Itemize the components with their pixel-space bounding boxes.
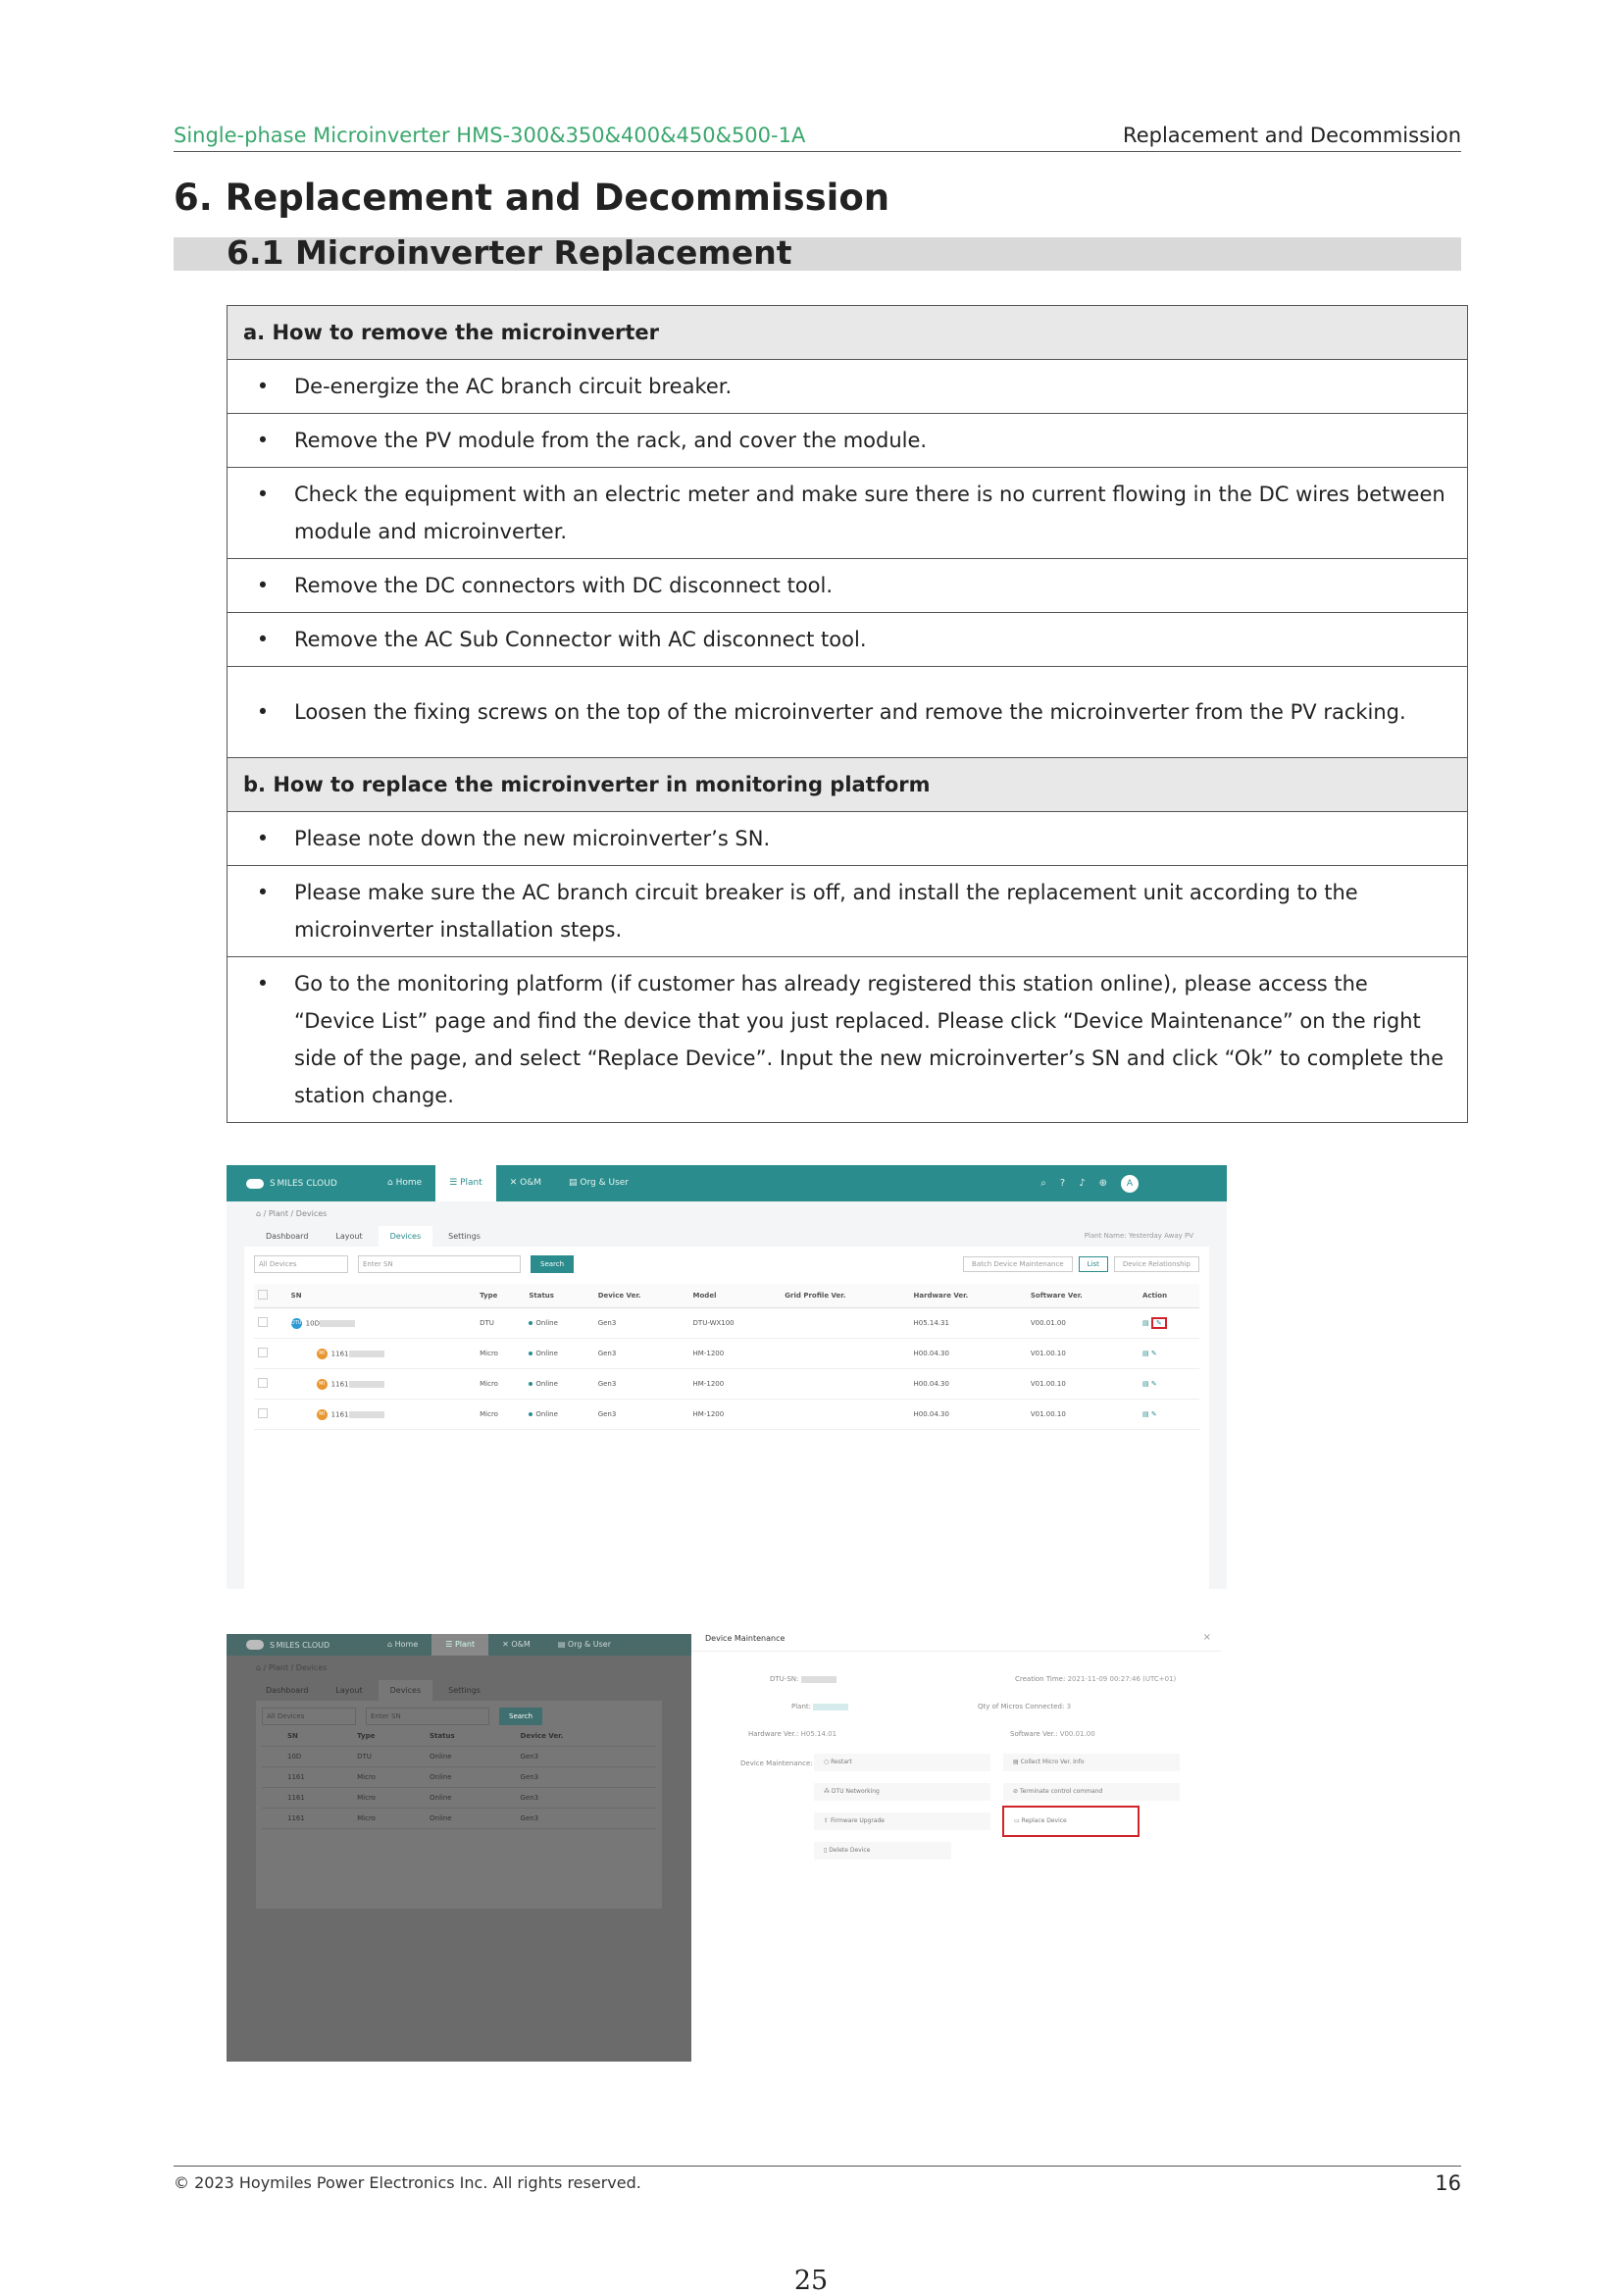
replace-device-option[interactable]: ▭ Replace Device [1002, 1806, 1140, 1837]
header-rule [174, 151, 1461, 152]
page-number: 16 [1435, 2171, 1461, 2195]
maintenance-wrench-icon[interactable]: ✎ [1150, 1410, 1157, 1418]
search-icon[interactable]: ⌕ [1040, 1178, 1046, 1189]
plant-name: Plant Name: Yesterday Away PV [1084, 1232, 1193, 1240]
online-dot-icon [529, 1412, 532, 1416]
redacted-sn [801, 1676, 836, 1683]
nav-org-user[interactable]: ▤ Org & User [569, 1178, 630, 1188]
replace-icon: ▭ [1014, 1817, 1022, 1824]
list-item: • Please note down the new microinverter’s SN. [228, 811, 1467, 865]
online-dot-icon [529, 1321, 532, 1325]
column-header: Type [476, 1284, 525, 1308]
search-button: Search [499, 1708, 542, 1725]
bell-icon[interactable]: ♪ [1079, 1178, 1086, 1189]
bullet: • [256, 483, 270, 506]
column-header: Action [1139, 1284, 1199, 1308]
footer-rule [174, 2166, 1461, 2167]
cloud-icon [246, 1179, 264, 1189]
row-checkbox[interactable] [258, 1378, 268, 1388]
column-header: Grid Profile Ver. [781, 1284, 909, 1308]
column-header: Status [525, 1284, 593, 1308]
table-row: 1161 Micro Online Gen3 [262, 1788, 656, 1809]
top-nav [227, 1165, 1227, 1201]
tab-settings[interactable]: Settings [448, 1232, 481, 1241]
plant-tabs [227, 1226, 1227, 1247]
nav-home[interactable]: ⌂ Home [387, 1178, 423, 1188]
modal-title: Device Maintenance [691, 1626, 1221, 1652]
table-header-row: SN Type Status Device Ver. [262, 1726, 656, 1747]
copyright: © 2023 Hoymiles Power Electronics Inc. All rights reserved. [174, 2173, 641, 2192]
maintenance-label: Device Maintenance: [740, 1760, 813, 1767]
redacted-sn [349, 1351, 384, 1357]
bullet: • [256, 574, 270, 597]
row-checkbox[interactable] [258, 1348, 268, 1357]
firmware-upgrade-option[interactable]: ⇧ Firmware Upgrade [814, 1812, 990, 1830]
maintenance-wrench-icon[interactable]: ✎ [1150, 1380, 1157, 1388]
device-list-screenshot [227, 1165, 1227, 1589]
filter-bar [262, 1707, 656, 1726]
creation-row: Creation Time: 2021-11-09 00:27:46 (UTC+01) [1015, 1675, 1177, 1683]
relationship-view-button[interactable]: Device Relationship [1114, 1256, 1199, 1272]
upgrade-icon: ⇧ [824, 1817, 831, 1824]
chapter-title: 6. Replacement and Decommission [174, 177, 890, 219]
column-header: SN [287, 1284, 476, 1308]
bullet: • [256, 429, 270, 452]
batch-maintenance-button[interactable]: Batch Device Maintenance [963, 1256, 1073, 1272]
list-item: • De-energize the AC branch circuit breaker. [228, 359, 1467, 413]
row-checkbox[interactable] [258, 1317, 268, 1327]
dtu-sn-row: DTU-SN: [770, 1675, 836, 1683]
view-buttons [963, 1256, 1199, 1272]
column-header: Device Ver. [594, 1284, 689, 1308]
steps-table [227, 305, 1468, 1123]
tab-devices: Devices [379, 1680, 433, 1701]
select-all-checkbox[interactable] [258, 1290, 268, 1300]
brand-logo: S MILES CLOUD [246, 1640, 374, 1650]
redacted-sn [349, 1381, 384, 1388]
table-heading-remove: a. How to remove the microinverter [228, 306, 1467, 359]
help-icon[interactable]: ? [1059, 1178, 1066, 1189]
section-title: 6.1 Microinverter Replacement [227, 233, 792, 272]
column-header [254, 1284, 287, 1308]
tab-layout[interactable]: Layout [335, 1232, 363, 1241]
dimmed-device-table [262, 1726, 656, 1829]
tab-devices[interactable]: Devices [379, 1226, 433, 1247]
online-dot-icon [529, 1352, 532, 1355]
delete-device-option[interactable]: ▯ Delete Device [814, 1842, 951, 1860]
network-icon: ⁂ [824, 1788, 832, 1795]
redacted-plant [813, 1704, 848, 1710]
online-dot-icon [529, 1382, 532, 1386]
table-row: 1161 Micro Online Gen3 [262, 1767, 656, 1788]
dimmed-panel [256, 1701, 662, 1909]
table-header-row [254, 1284, 1199, 1308]
dtu-badge-icon: DTU [291, 1318, 302, 1329]
table-heading-replace: b. How to replace the microinverter in monitoring platform [228, 757, 1467, 811]
restart-icon: ○ [824, 1759, 832, 1765]
redacted-sn [349, 1411, 384, 1418]
details-icon[interactable]: ▤ [1141, 1319, 1149, 1327]
device-maintenance-modal [691, 1626, 1221, 1881]
column-header: Model [689, 1284, 782, 1308]
collect-micro-info-option[interactable]: ▤ Collect Micro Ver. Info [1003, 1754, 1180, 1771]
nav-plant: ☰ Plant [431, 1634, 488, 1656]
list-item: • Remove the DC connectors with DC disconnect tool. [228, 558, 1467, 612]
trash-icon: ▯ [824, 1847, 830, 1854]
close-icon[interactable]: × [1202, 1632, 1211, 1643]
table-row[interactable]: MI 1161 Micro Online Gen3 HM-1200 H00.04.30 V01.00.10 ▤ ✎ [254, 1369, 1199, 1400]
list-view-button[interactable]: List [1079, 1256, 1108, 1272]
column-header: Software Ver. [1027, 1284, 1139, 1308]
software-row: Software Ver.: V00.01.00 [1010, 1730, 1095, 1738]
bullet: • [256, 827, 270, 850]
column-header: Hardware Ver. [910, 1284, 1027, 1308]
qty-row: Qty of Micros Connected: 3 [978, 1703, 1072, 1710]
brand-logo: S MILES CLOUD [246, 1179, 374, 1189]
globe-icon[interactable]: ⊕ [1098, 1178, 1107, 1189]
breadcrumb: ⌂ / Plant / Devices [256, 1209, 328, 1218]
list-item: • Loosen the fixing screws on the top of the microinverter and remove the microinverter from the PV racking. [228, 666, 1467, 757]
hardware-row: Hardware Ver.: H05.14.01 [748, 1730, 837, 1738]
tab-settings: Settings [448, 1686, 481, 1695]
table-row: 1161 Micro Online Gen3 [262, 1809, 656, 1829]
redacted-sn [320, 1320, 355, 1327]
table-row: 10D DTU Online Gen3 [262, 1747, 656, 1767]
table-row[interactable]: DTU 10D DTU Online Gen3 DTU-WX100 H05.14.31 V00.01.00 ▤ ✎ [254, 1308, 1199, 1339]
bullet: • [256, 881, 270, 904]
sn-search-input[interactable]: Enter SN [358, 1255, 521, 1273]
avatar[interactable]: A [1121, 1175, 1139, 1193]
search-button[interactable]: Search [531, 1255, 574, 1273]
maintenance-wrench-icon[interactable]: ✎ [1151, 1317, 1167, 1329]
maintenance-wrench-icon[interactable]: ✎ [1150, 1350, 1157, 1357]
details-icon[interactable]: ▤ [1141, 1380, 1149, 1388]
micro-badge-icon: MI [317, 1409, 328, 1420]
bullet: • [256, 700, 270, 724]
top-nav-icons [1040, 1165, 1139, 1201]
top-nav [227, 1634, 691, 1656]
page-header-right: Replacement and Decommission [1123, 124, 1461, 147]
breadcrumb: ⌂ / Plant / Devices [256, 1663, 328, 1672]
tab-dashboard[interactable]: Dashboard [266, 1232, 309, 1241]
micro-badge-icon: MI [317, 1379, 328, 1390]
bullet: • [256, 628, 270, 651]
plant-row: Plant: [791, 1703, 848, 1710]
document-icon: ▤ [1013, 1759, 1021, 1765]
list-item: • Go to the monitoring platform (if customer has already registered this station online), please access the “Device List” page and find the device that you just replaced. Please click “Device Maintenance” on the right side of the page, and select “Replace Device”. Input the new microinverter’s SN and click “Ok” to complete the station change. [228, 956, 1467, 1122]
plant-tabs [227, 1680, 691, 1701]
micro-badge-icon: MI [317, 1349, 328, 1359]
nav-plant[interactable]: ☰ Plant [435, 1165, 496, 1201]
details-icon[interactable]: ▤ [1141, 1410, 1149, 1418]
dtu-networking-option[interactable]: ⁂ DTU Networking [814, 1783, 990, 1801]
row-checkbox[interactable] [258, 1408, 268, 1418]
bullet: • [256, 972, 270, 995]
nav-om[interactable]: ✕ O&M [509, 1178, 542, 1188]
table-row[interactable]: MI 1161 Micro Online Gen3 HM-1200 H00.04.30 V01.00.10 ▤ ✎ [254, 1400, 1199, 1430]
device-filter-select: All Devices [262, 1708, 356, 1725]
tab-dashboard: Dashboard [266, 1686, 309, 1695]
devices-panel [244, 1247, 1209, 1589]
tab-layout: Layout [335, 1686, 363, 1695]
sn-search-input: Enter SN [366, 1708, 489, 1725]
list-item: • Check the equipment with an electric meter and make sure there is no current flowing in the DC wires between module and microinverter. [228, 467, 1467, 558]
cloud-icon [246, 1640, 264, 1650]
bullet: • [256, 375, 270, 398]
nav-home: ⌂ Home [387, 1640, 419, 1649]
device-table [254, 1284, 1199, 1430]
nav-om: ✕ O&M [502, 1640, 531, 1649]
list-item: • Please make sure the AC branch circuit breaker is off, and install the replacement unit according to the microinverter installation steps. [228, 865, 1467, 956]
device-filter-select[interactable]: All Devices [254, 1255, 348, 1273]
page-header-left: Single-phase Microinverter HMS-300&350&400&450&500-1A [174, 124, 806, 147]
dimmed-device-list-screenshot [227, 1634, 691, 2062]
nav-org-user: ▤ Org & User [557, 1640, 611, 1649]
filter-bar [254, 1254, 1199, 1274]
stop-icon: ⊘ [1013, 1788, 1020, 1795]
table-row[interactable]: MI 1161 Micro Online Gen3 HM-1200 H00.04.30 V01.00.10 ▤ ✎ [254, 1339, 1199, 1369]
details-icon[interactable]: ▤ [1141, 1350, 1149, 1357]
restart-option[interactable]: ○ Restart [814, 1754, 990, 1771]
list-item: • Remove the PV module from the rack, and cover the module. [228, 413, 1467, 467]
list-item: • Remove the AC Sub Connector with AC disconnect tool. [228, 612, 1467, 666]
terminate-command-option[interactable]: ⊘ Terminate control command [1003, 1783, 1180, 1801]
